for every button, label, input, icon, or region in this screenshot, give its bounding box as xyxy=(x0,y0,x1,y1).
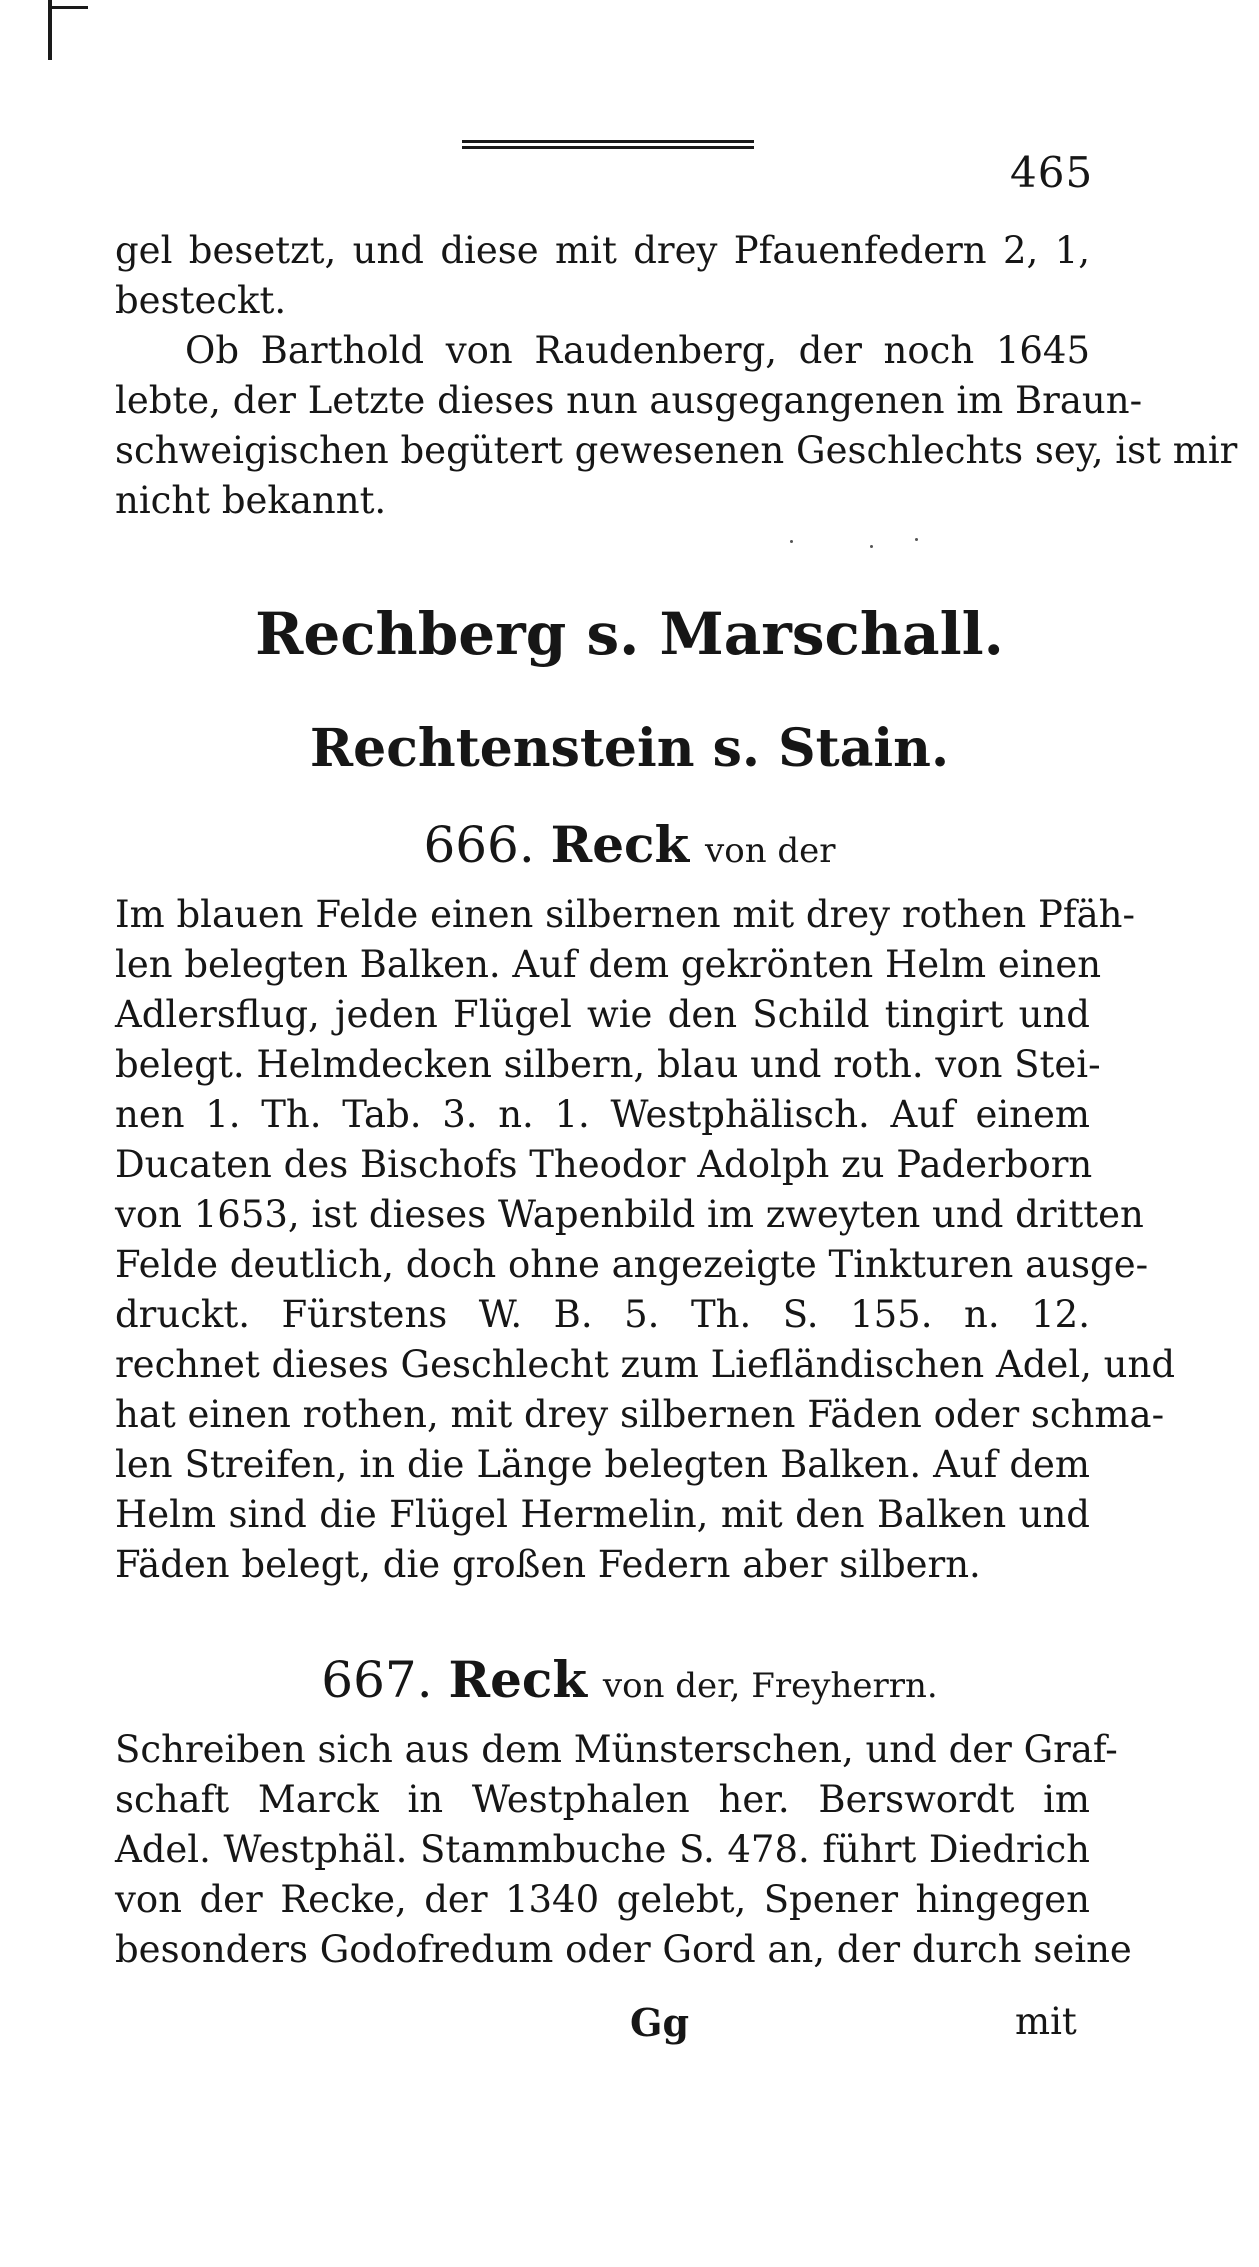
text-line: besteckt. xyxy=(115,279,287,322)
entry-name: Reck xyxy=(448,1650,587,1709)
text-line: schaft Marck in Westphalen her. Berswordt im xyxy=(115,1778,1090,1821)
section-heading: Rechtenstein s. Stain. xyxy=(309,718,950,779)
text-line: gel besetzt, und diese mit drey Pfauenfedern 2, 1, xyxy=(115,229,1090,272)
print-speckle xyxy=(915,538,918,541)
header-rule xyxy=(462,140,754,156)
entry-666-body xyxy=(115,890,1176,1590)
text-line: nen 1. Th. Tab. 3. n. 1. Westphälisch. Auf einem xyxy=(115,1093,1090,1136)
text-line: len belegten Balken. Auf dem gekrönten Helm einen xyxy=(115,943,1102,986)
text-line: nicht bekannt. xyxy=(115,479,387,522)
entry-number: 667. xyxy=(321,1651,433,1709)
text-line: Ob Barthold von Raudenberg, der noch 1645 xyxy=(185,329,1090,372)
text-line: len Streifen, in die Länge belegten Balken. Auf dem xyxy=(115,1443,1090,1486)
paragraph-continuation xyxy=(115,226,1238,526)
text-line: schweigischen begütert gewesenen Geschlechts sey, ist mir xyxy=(115,429,1238,472)
text-line: Adel. Westphäl. Stammbuche S. 478. führt Diedrich xyxy=(115,1828,1090,1871)
text-line: lebte, der Letzte dieses nun ausgegangenen im Braun- xyxy=(115,379,1143,422)
signature-mark: Gg xyxy=(630,2000,690,2045)
text-line: rechnet dieses Geschlecht zum Liefländischen Adel, und xyxy=(115,1343,1176,1386)
text-line: Helm sind die Flügel Hermelin, mit den Balken und xyxy=(115,1493,1090,1536)
page-edge-mark xyxy=(48,0,52,60)
text-line: besonders Godofredum oder Gord an, der durch seine xyxy=(115,1928,1132,1971)
print-speckle xyxy=(790,540,793,543)
catchword: mit xyxy=(1015,2000,1077,2043)
entry-heading-667 xyxy=(0,1650,1259,1709)
text-line: druckt. Fürstens W. B. 5. Th. S. 155. n. 12. xyxy=(115,1293,1090,1336)
text-line: von 1653, ist dieses Wapenbild im zweyten und dritten xyxy=(115,1193,1144,1236)
page-edge-mark xyxy=(48,6,88,9)
text-line: Schreiben sich aus dem Münsterschen, und der Graf- xyxy=(115,1728,1118,1771)
text-line: belegt. Helmdecken silbern, blau und roth. von Stei- xyxy=(115,1043,1101,1086)
print-speckle xyxy=(870,545,873,548)
text-line: von der Recke, der 1340 gelebt, Spener hingegen xyxy=(115,1878,1090,1921)
text-line: Ducaten des Bischofs Theodor Adolph zu Paderborn xyxy=(115,1143,1093,1186)
text-line: Fäden belegt, die großen Federn aber silbern. xyxy=(115,1543,981,1586)
entry-suffix: von der xyxy=(705,831,836,871)
entry-number: 666. xyxy=(423,816,535,874)
entry-heading-666 xyxy=(0,815,1259,874)
text-line: Adlersflug, jeden Flügel wie den Schild tingirt und xyxy=(115,993,1090,1036)
text-line: hat einen rothen, mit drey silbernen Fäden oder schma- xyxy=(115,1393,1165,1436)
text-line: Im blauen Felde einen silbernen mit drey rothen Pfäh- xyxy=(115,893,1135,936)
text-line: Felde deutlich, doch ohne angezeigte Tinkturen ausge- xyxy=(115,1243,1149,1286)
entry-667-body xyxy=(115,1725,1132,1975)
entry-suffix: von der, Freyherrn. xyxy=(602,1666,938,1706)
entry-name: Reck xyxy=(550,815,690,874)
section-heading: Rechberg s. Marschall. xyxy=(255,600,1004,668)
page-number: 465 xyxy=(1010,148,1094,197)
